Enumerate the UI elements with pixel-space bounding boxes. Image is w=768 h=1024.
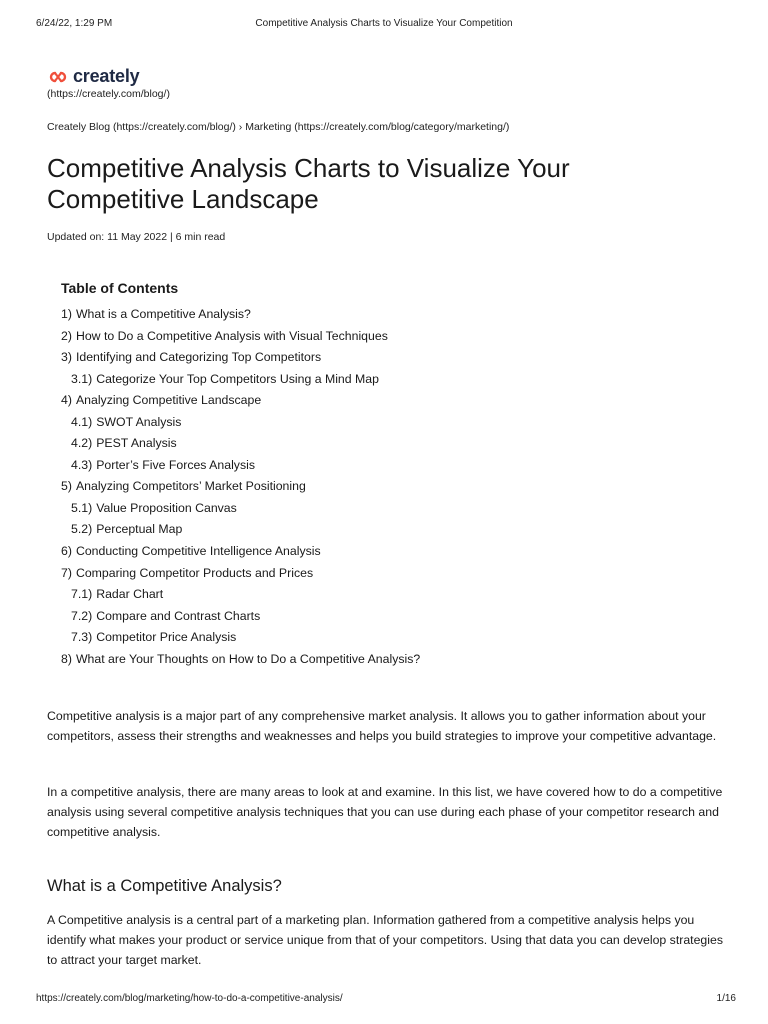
page-title-line-2: Competitive Landscape <box>47 184 319 214</box>
page-title <box>47 153 727 215</box>
toc-item[interactable] <box>61 347 420 369</box>
toc-item-label[interactable]: What are Your Thoughts on How to Do a Competitive Analysis? <box>75 651 421 666</box>
toc-item[interactable] <box>61 369 420 391</box>
toc-item-number: 7.2) <box>71 608 93 623</box>
table-of-contents <box>61 304 420 670</box>
logo-wordmark: creately <box>73 66 140 86</box>
toc-item[interactable] <box>61 326 420 348</box>
toc-item[interactable] <box>61 627 420 649</box>
toc-item-label[interactable]: How to Do a Competitive Analysis with Visual Techniques <box>75 328 388 343</box>
toc-item-label[interactable]: SWOT Analysis <box>96 414 182 429</box>
toc-item[interactable] <box>61 412 420 434</box>
toc-item-number: 8) <box>61 651 72 666</box>
toc-item-label[interactable]: Conducting Competitive Intelligence Analysis <box>75 544 321 559</box>
print-footer-url: https://creately.com/blog/marketing/how-to-do-a-competitive-analysis/ <box>36 993 343 1004</box>
toc-item-number: 4.2) <box>71 436 93 451</box>
toc-item[interactable] <box>61 390 420 412</box>
intro-paragraph-1: Competitive analysis is a major part of any comprehensive market analysis. It allows you to gather information about your competitors, assess their strengths and weaknesses and helps you build strategies to improve your competitive advantage. <box>47 709 717 743</box>
toc-item-label[interactable]: Radar Chart <box>96 587 164 602</box>
toc-item-label[interactable]: What is a Competitive Analysis? <box>75 307 251 321</box>
toc-item[interactable] <box>61 649 420 671</box>
toc-item-number: 4) <box>61 393 72 408</box>
toc-item-number: 6) <box>61 544 72 559</box>
toc-item[interactable] <box>61 563 420 585</box>
toc-item-number: 1) <box>61 307 72 321</box>
toc-item[interactable] <box>61 476 420 498</box>
toc-item[interactable] <box>61 304 420 326</box>
logo-url[interactable]: (https://creately.com/blog/) <box>47 88 170 100</box>
toc-item-number: 7) <box>61 565 72 580</box>
creately-logo-link[interactable] <box>47 66 139 87</box>
toc-item-number: 5) <box>61 479 72 494</box>
print-page-number: 1/16 <box>716 993 736 1004</box>
breadcrumb-text[interactable]: Creately Blog (https://creately.com/blog/) › Marketing (https://creately.com/blog/category/marketing/) <box>47 121 510 133</box>
toc-item-label[interactable]: Competitor Price Analysis <box>96 630 237 645</box>
toc-item-number: 2) <box>61 328 72 343</box>
page-title-line-1: Competitive Analysis Charts to Visualize Your <box>47 153 570 183</box>
toc-item-number: 5.1) <box>71 500 93 515</box>
toc-item-label[interactable]: Compare and Contrast Charts <box>96 608 261 623</box>
toc-item[interactable] <box>61 541 420 563</box>
toc-item-label[interactable]: Categorize Your Top Competitors Using a Mind Map <box>96 371 379 386</box>
toc-item-label[interactable]: Perceptual Map <box>96 522 183 537</box>
toc-item-number: 4.1) <box>71 414 93 429</box>
toc-item-number: 3.1) <box>71 371 93 386</box>
section-heading-what-is: What is a Competitive Analysis? <box>47 877 282 895</box>
breadcrumb[interactable] <box>47 121 509 133</box>
toc-item-number: 7.1) <box>71 587 93 602</box>
print-datetime: 6/24/22, 1:29 PM <box>36 18 113 29</box>
toc-item-label[interactable]: Porter’s Five Forces Analysis <box>96 457 255 472</box>
print-page-title: Competitive Analysis Charts to Visualize Your Competition <box>255 18 513 29</box>
toc-item-label[interactable]: Analyzing Competitors’ Market Positioning <box>75 479 306 494</box>
toc-item-label[interactable]: Identifying and Categorizing Top Competitors <box>75 350 322 365</box>
toc-item-label[interactable]: Analyzing Competitive Landscape <box>75 393 262 408</box>
section-paragraph-1: A Competitive analysis is a central part of a marketing plan. Information gathered from a competitive analysis helps you identify what makes your product or service unique from that of your competitors. Using that data you can develop strategies to attract your target market. <box>47 913 723 967</box>
intro-paragraph-2: In a competitive analysis, there are many areas to look at and examine. In this list, we have covered how to do a competitive analysis using several competitive analysis techniques that you can use during each phase of your competitor research and competitive analysis. <box>47 785 723 839</box>
creately-logo-icon <box>47 70 69 84</box>
toc-item[interactable] <box>61 519 420 541</box>
toc-item-label[interactable]: Value Proposition Canvas <box>96 500 237 515</box>
toc-item-number: 7.3) <box>71 630 93 645</box>
toc-item[interactable] <box>61 498 420 520</box>
toc-item[interactable] <box>61 606 420 628</box>
article-meta: Updated on: 11 May 2022 | 6 min read <box>47 231 226 243</box>
toc-item[interactable] <box>61 584 420 606</box>
toc-item[interactable] <box>61 433 420 455</box>
toc-item-number: 5.2) <box>71 522 93 537</box>
toc-heading: Table of Contents <box>61 280 179 296</box>
toc-item[interactable] <box>61 455 420 477</box>
toc-item-label[interactable]: Comparing Competitor Products and Prices <box>75 565 314 580</box>
toc-item-label[interactable]: PEST Analysis <box>96 436 177 451</box>
toc-item-number: 4.3) <box>71 457 93 472</box>
toc-item-number: 3) <box>61 350 72 365</box>
